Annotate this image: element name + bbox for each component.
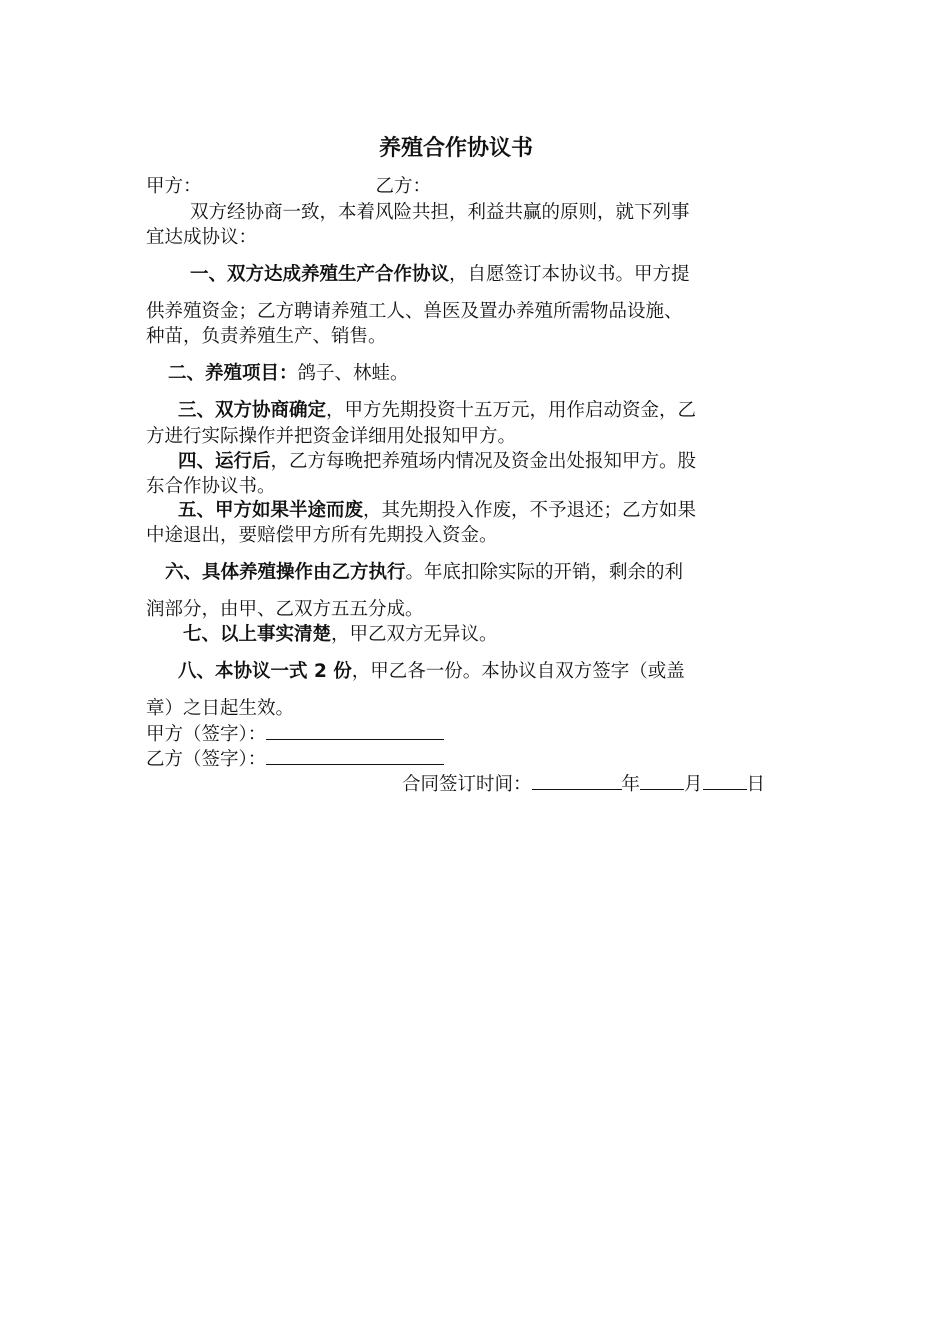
year-blank[interactable]: [532, 771, 622, 790]
clause-8-line-2: 章）之日起生效。: [146, 698, 295, 719]
clause-1-text: ，自愿签订本协议书。甲方提: [449, 264, 690, 285]
clause-3-text: ，甲方先期投资十五万元，用作启动资金，乙: [326, 400, 697, 421]
month-label: 月: [684, 774, 703, 795]
intro-line-2: 宜达成协议：: [146, 227, 258, 248]
clause-4-text: ，乙方每晚把养殖场内情况及资金出处报知甲方。股: [270, 451, 697, 472]
party-a-signature-blank[interactable]: [266, 721, 444, 740]
clause-5-text: ，其先期投入作废，不予退还；乙方如果: [363, 500, 697, 521]
year-label: 年: [621, 774, 641, 795]
month-blank[interactable]: [640, 771, 684, 790]
document-title: 养殖合作协议书: [378, 136, 533, 161]
party-b-signature-blank[interactable]: [266, 746, 444, 765]
clause-2-text: 鸽子、林蛙。: [297, 363, 409, 384]
parties-line: [146, 174, 431, 200]
party-b-label: 乙方：: [375, 176, 432, 197]
clause-7-heading: 七、以上事实清楚: [183, 624, 332, 645]
party-b-signature-line: [146, 746, 444, 773]
clause-5-heading: 五、甲方如果半途而废: [178, 500, 364, 521]
party-b-signature-label: 乙方（签字）：: [146, 749, 267, 770]
clause-1-line-2: 供养殖资金；乙方聘请养殖工人、兽医及置办养殖所需物品设施、: [146, 301, 683, 322]
contract-date-label: 合同签订时间：: [402, 774, 532, 795]
clause-1-line-3: 种苗，负责养殖生产、销售。: [146, 326, 387, 347]
clause-3: [178, 398, 696, 424]
party-a-label: 甲方：: [146, 176, 202, 197]
clause-6-heading: 六、具体养殖操作由乙方执行: [165, 562, 406, 583]
clause-1: [190, 262, 690, 288]
clause-6-text: 。年底扣除实际的开销，剩余的利: [405, 562, 684, 583]
clause-6-line-2: 润部分，由甲、乙双方五五分成。: [146, 599, 424, 620]
clause-4-heading: 四、运行后: [178, 451, 271, 472]
clause-2-heading: 二、养殖项目：: [168, 363, 298, 384]
clause-7-text: ，甲乙双方无异议。: [331, 624, 498, 645]
clause-3-line-2: 方进行实际操作并把资金详细用处报知甲方。: [146, 426, 517, 447]
party-a-signature-label: 甲方（签字）：: [146, 724, 267, 745]
day-blank[interactable]: [703, 771, 747, 790]
clause-5: [178, 498, 696, 524]
clause-8-heading: 八、本协议一式 2 份: [178, 661, 352, 682]
clause-8-text: ，甲乙各一份。本协议自双方签字（或盖: [351, 661, 685, 682]
party-a-signature-line: [146, 721, 444, 748]
clause-4-line-2: 东合作协议书。: [146, 476, 276, 497]
clause-1-heading: 一、双方达成养殖生产合作协议: [190, 264, 450, 285]
contract-date-line: [402, 771, 765, 798]
day-label: 日: [746, 774, 766, 795]
clause-5-line-2: 中途退出，要赔偿甲方所有先期投入资金。: [146, 525, 498, 546]
intro-line-1: 双方经协商一致，本着风险共担，利益共赢的原则，就下列事: [190, 202, 690, 223]
clause-3-heading: 三、双方协商确定: [178, 400, 327, 421]
clause-8: [178, 659, 685, 685]
clause-4: [178, 449, 696, 475]
contract-page: [146, 0, 806, 1344]
clause-2: [168, 361, 409, 387]
clause-7: [183, 622, 498, 648]
clause-6: [165, 560, 683, 586]
